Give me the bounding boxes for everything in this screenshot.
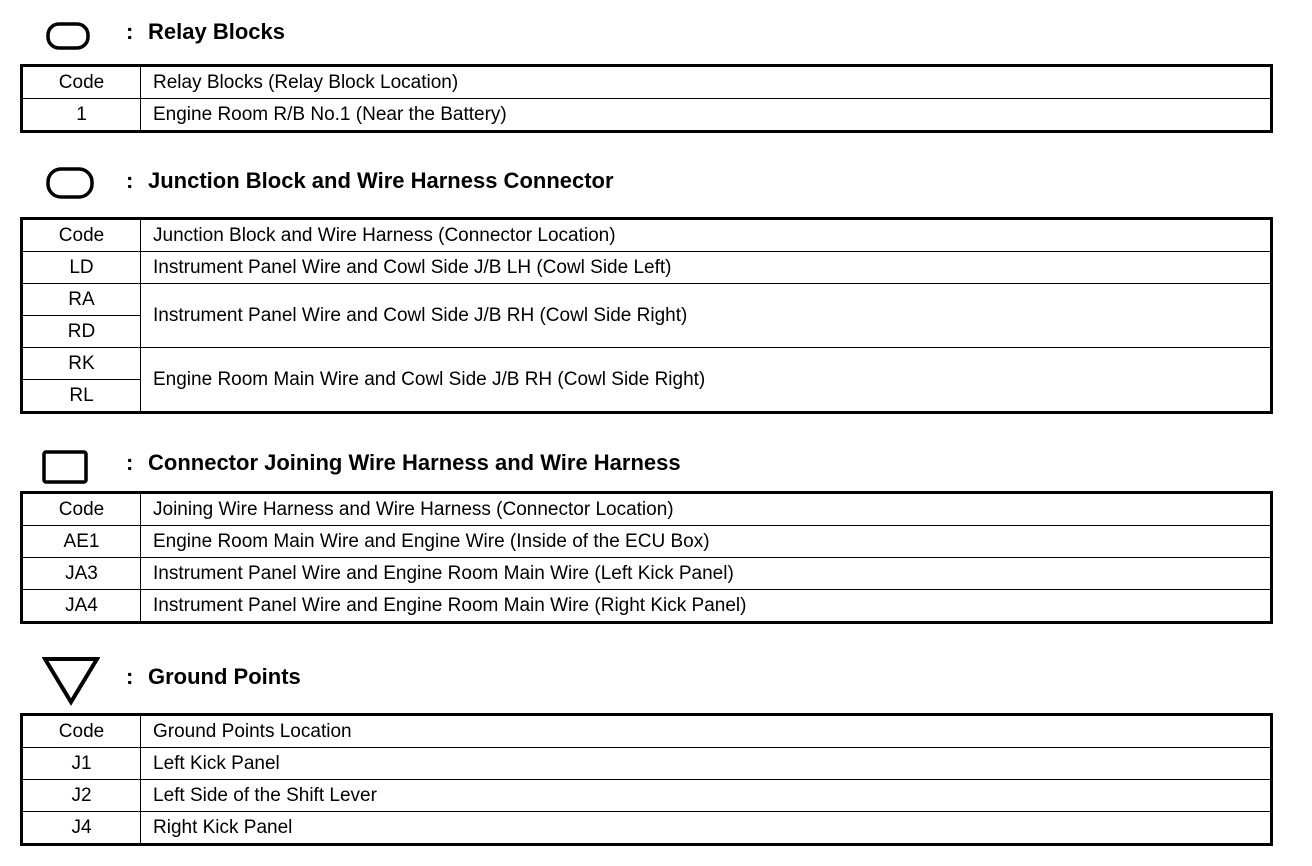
table-header-row <box>22 66 1272 99</box>
square-rect-icon <box>42 450 88 489</box>
location-cell: Instrument Panel Wire and Engine Room Main Wire (Right Kick Panel) <box>141 590 1272 623</box>
section-colon: : <box>126 450 134 475</box>
location-cell: Left Side of the Shift Lever <box>141 780 1272 812</box>
code-cell: RA <box>22 284 141 316</box>
location-header: Joining Wire Harness and Wire Harness (Connector Location) <box>141 493 1272 526</box>
code-cell: 1 <box>22 99 141 132</box>
code-cell: RK <box>22 348 141 380</box>
section-title: Junction Block and Wire Harness Connector <box>148 168 614 193</box>
table-row <box>22 812 1272 845</box>
table-row <box>22 590 1272 623</box>
location-header: Relay Blocks (Relay Block Location) <box>141 66 1272 99</box>
location-cell: Engine Room Main Wire and Cowl Side J/B RH (Cowl Side Right) <box>141 348 1272 413</box>
location-cell: Right Kick Panel <box>141 812 1272 845</box>
location-cell: Engine Room Main Wire and Engine Wire (Inside of the ECU Box) <box>141 526 1272 558</box>
section-colon: : <box>126 19 134 44</box>
table-row <box>22 252 1272 284</box>
location-header: Junction Block and Wire Harness (Connector Location) <box>141 219 1272 252</box>
table-row <box>22 748 1272 780</box>
code-cell: J4 <box>22 812 141 845</box>
table-row <box>22 348 1272 380</box>
code-cell: J2 <box>22 780 141 812</box>
table-row <box>22 558 1272 590</box>
code-header: Code <box>22 219 141 252</box>
table-header-row <box>22 219 1272 252</box>
rounded-oval-icon <box>46 167 94 204</box>
connector-joining-table <box>20 491 1273 624</box>
code-cell: RL <box>22 380 141 413</box>
location-cell: Left Kick Panel <box>141 748 1272 780</box>
code-cell: J1 <box>22 748 141 780</box>
section-title: Ground Points <box>148 664 301 689</box>
code-header: Code <box>22 66 141 99</box>
table-header-row <box>22 493 1272 526</box>
code-header: Code <box>22 715 141 748</box>
section-title: Relay Blocks <box>148 19 285 44</box>
section-colon: : <box>126 664 134 689</box>
relay-blocks-table <box>20 64 1273 133</box>
section-colon: : <box>126 168 134 193</box>
table-header-row <box>22 715 1272 748</box>
section-title: Connector Joining Wire Harness and Wire Harness <box>148 450 681 475</box>
location-header: Ground Points Location <box>141 715 1272 748</box>
location-cell: Engine Room R/B No.1 (Near the Battery) <box>141 99 1272 132</box>
code-header: Code <box>22 493 141 526</box>
code-cell: AE1 <box>22 526 141 558</box>
location-cell: Instrument Panel Wire and Engine Room Main Wire (Left Kick Panel) <box>141 558 1272 590</box>
ground-points-table <box>20 713 1273 846</box>
code-cell: RD <box>22 316 141 348</box>
code-cell: LD <box>22 252 141 284</box>
table-row <box>22 99 1272 132</box>
table-row <box>22 284 1272 316</box>
triangle-down-icon <box>42 656 100 711</box>
code-cell: JA4 <box>22 590 141 623</box>
code-cell: JA3 <box>22 558 141 590</box>
junction-block-table <box>20 217 1273 414</box>
location-cell: Instrument Panel Wire and Cowl Side J/B LH (Cowl Side Left) <box>141 252 1272 284</box>
rounded-rect-icon <box>46 22 90 55</box>
location-cell: Instrument Panel Wire and Cowl Side J/B RH (Cowl Side Right) <box>141 284 1272 348</box>
table-row <box>22 526 1272 558</box>
table-row <box>22 780 1272 812</box>
